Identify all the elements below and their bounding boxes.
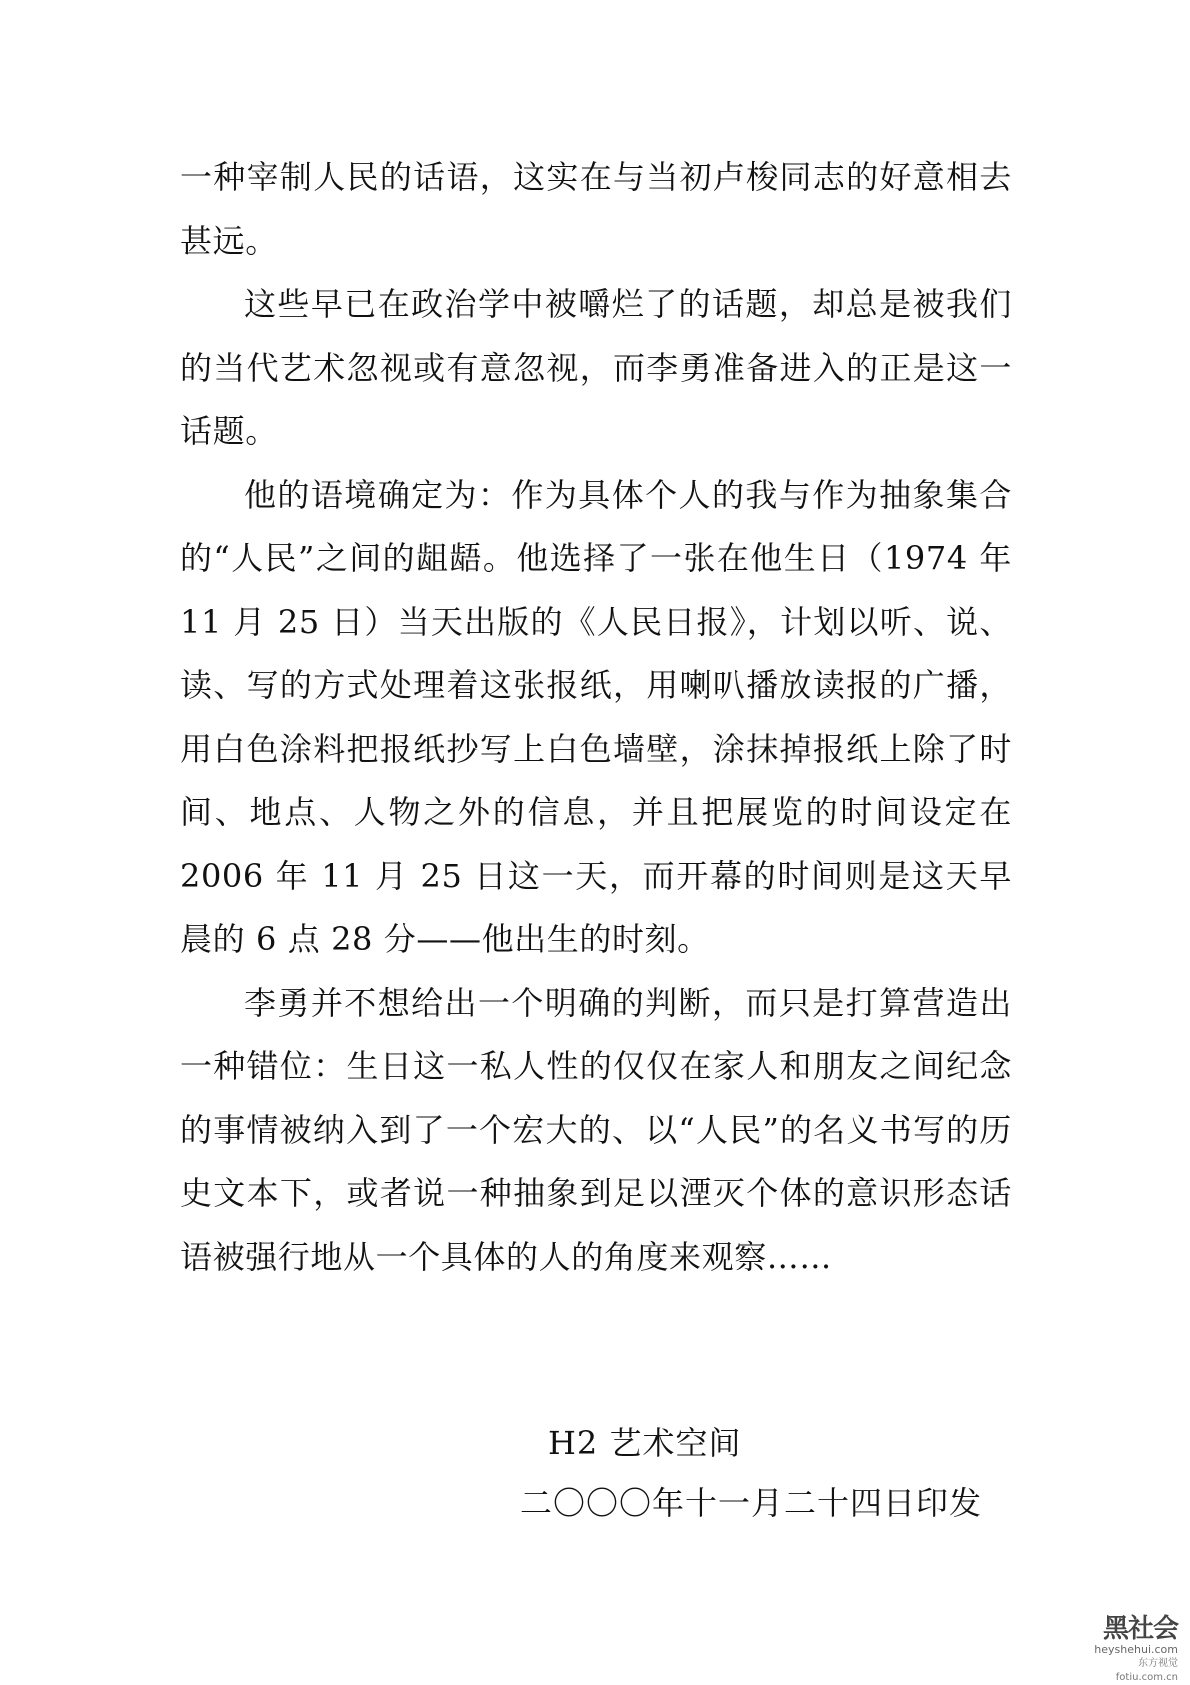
paragraph-continuation: 一种宰制人民的话语，这实在与当初卢梭同志的好意相去甚远。 <box>180 158 1012 260</box>
signature-date: 二〇〇〇年十一月二十四日印发 <box>520 1484 983 1522</box>
paragraph-political-topic: 这些早已在政治学中被嚼烂了的话题，却总是被我们的当代艺术忽视或有意忽视，而李勇准备进入的正是这一话题。 <box>180 285 1012 450</box>
watermark-logo <box>1078 1614 1178 1683</box>
paragraph-dislocation: 李勇并不想给出一个明确的判断，而只是打算营造出一种错位：生日这一私人性的仅仅在家人和朋友之间纪念的事情被纳入到了一个宏大的、以“人民”的名义书写的历史文本下，或者说一种抽象到足以湮灭个体的意识形态话语被强行地从一个具体的人的角度来观察…… <box>180 983 1012 1276</box>
watermark-url: heyshehui.com <box>1094 1643 1178 1656</box>
signature-organization: H2 艺术空间 <box>548 1424 742 1462</box>
paragraph-context: 他的语境确定为：作为具体个人的我与作为抽象集合的“人民”之间的龃龉。他选择了一张在他生日（1974 年 11 月 25 日）当天出版的《人民日报》，计划以听、说、读、写的方式处理着这张报纸，用喇叭播放读报的广播，用白色涂料把报纸抄写上白色墙壁，涂抹掉报纸上除了时间、地点、人物之外的信息，并且把展览的时间设定在 2006 年 11 月 25 日这一天，而开幕的时间则是这天早晨的 6 点 28 分——他出生的时刻。 <box>180 475 1012 958</box>
watermark-main: 黑社会 <box>1102 1614 1178 1644</box>
signature-block <box>520 1413 983 1533</box>
document-body <box>180 146 1012 1289</box>
watermark-sub: 东方视觉 fotiu.com.cn <box>1115 1658 1178 1683</box>
